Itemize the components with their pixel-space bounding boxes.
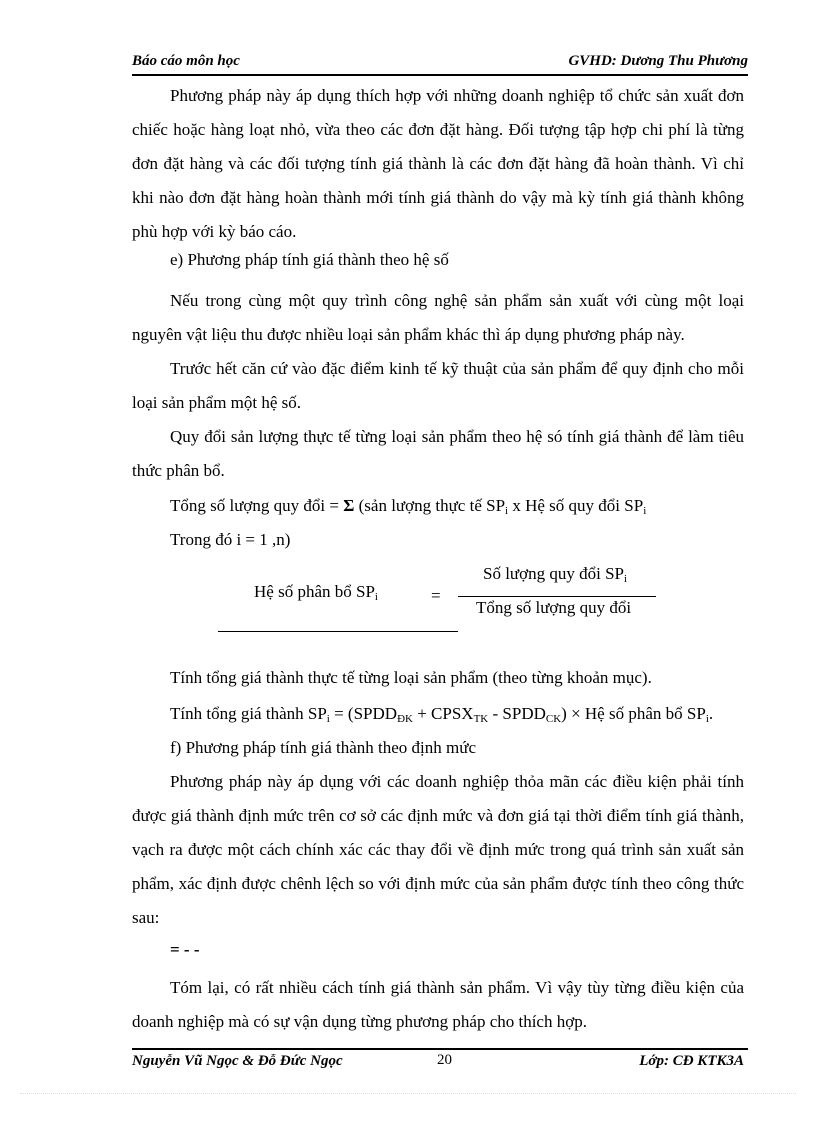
footer-rule — [132, 1048, 748, 1050]
fraction-equals: = — [431, 586, 441, 605]
footer-class: Lớp: CĐ KTK3A — [639, 1053, 744, 1069]
paragraph-conclusion: Tóm lại, có rất nhiều cách tính giá thành sản phẩm. Vì vậy tùy từng điều kiện của doanh nghiệp mà có sự vận dụng từng phương pháp cho thích hợp. — [132, 978, 744, 1031]
paragraph-coefficient-condition: Nếu trong cùng một quy trình công nghệ sản phẩm sản xuất với cùng một loại nguyên vật liệu thu được nhiều loại sản phẩm khác thì áp dụng phương pháp này. — [132, 291, 744, 344]
fraction-denominator: Tổng số lượng quy đổi — [476, 598, 632, 617]
fraction-bar — [458, 596, 656, 597]
paragraph-order-costing: Phương pháp này áp dụng thích hợp với những doanh nghiệp tổ chức sản xuất đơn chiếc hoặc hàng loạt nhỏ, vừa theo các đơn đặt hàng. Đối tượng tập hợp chi phí là từng đơn đặt hàng và các đối tượng tính giá thành là các đơn đặt hàng đã hoàn thành. Vì chỉ khi nào đơn đặt hàng hoàn thành mới tính giá thành do vậy mà kỳ tính giá thành không phù hợp với kỳ báo cáo. — [132, 86, 744, 241]
header-course-title: Báo cáo môn học — [132, 53, 240, 69]
paragraph-norm-method: Phương pháp này áp dụng với các doanh nghiệp thỏa mãn các điều kiện phải tính được giá thành định mức trên cơ sở các định mức và đơn giá tại thời điểm tính giá thành, vạch ra được một cách chính xác các thay đổi về định mức trong quá trình sản xuất sản phẩm, xác định được chênh lệch so với định mức của sản phẩm được tính theo công thức sau: — [132, 772, 744, 927]
header-supervisor: GVHD: Dương Thu Phương — [568, 53, 748, 69]
paragraph-total-cost: Tính tổng giá thành thực tế từng loại sản phẩm (theo từng khoản mục). — [170, 668, 652, 687]
paragraph-coefficient-step2: Quy đổi sản lượng thực tế từng loại sản phẩm theo hệ só tính giá thành để làm tiêu thức phân bổ. — [132, 427, 744, 480]
paragraph-coefficient-step1: Trước hết căn cứ vào đặc điểm kinh tế kỹ thuật của sản phẩm để quy định cho mỗi loại sản phẩm một hệ số. — [132, 359, 744, 412]
page-number: 20 — [437, 1052, 452, 1068]
fraction-numerator: Số lượng quy đổi $SP_i$ — [483, 564, 628, 585]
formula-total-cost: Tính tổng giá thành $SP_i$ = ($SPDD_{ĐK}$ + $CPSX_{TK}$ - $SPDD_{CK}$) × Hệ số phân bổ $SP_i$. — [170, 704, 714, 725]
formula-underline — [218, 631, 458, 632]
page-bottom-divider — [20, 1093, 796, 1094]
fraction-left-label: Hệ số phân bổ $SP_i$ — [254, 582, 378, 603]
heading-coefficient-method: e) Phương pháp tính giá thành theo hệ số — [170, 250, 449, 269]
header-rule — [132, 74, 748, 76]
formula-where-clause: Trong đó i = 1 ,n) — [170, 530, 291, 549]
footer-authors: Nguyễn Vũ Ngọc & Đỗ Đức Ngọc — [132, 1053, 343, 1069]
formula-total-converted: Tổng số lượng quy đổi = Σ (sản lượng thực tế $SP_i$ x Hệ số quy đổi $SP_i$ — [170, 496, 647, 517]
formula-norm: = - - — [170, 940, 200, 959]
heading-norm-method: f) Phương pháp tính giá thành theo định mức — [170, 738, 476, 757]
